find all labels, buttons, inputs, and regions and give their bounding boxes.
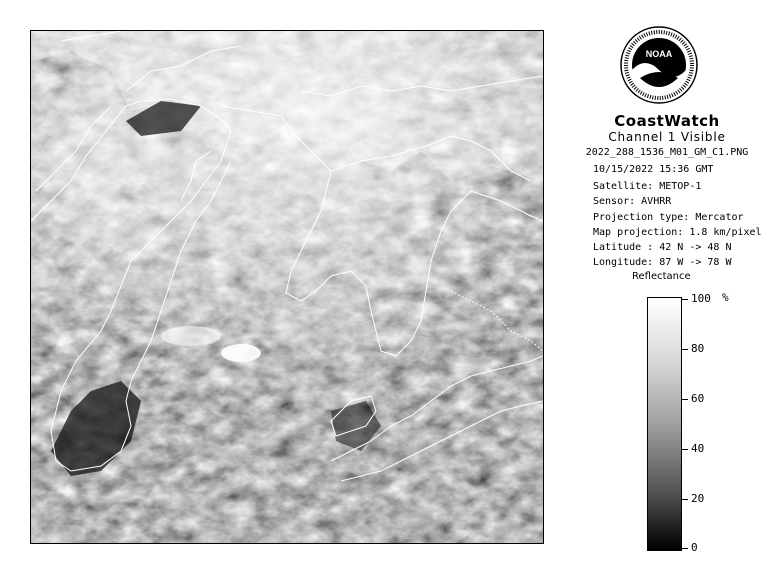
latitude-text: Latitude : 42 N -> 48 N bbox=[593, 242, 732, 253]
colorbar-tick: 60 bbox=[682, 393, 704, 404]
colorbar-tick: 100 bbox=[682, 293, 711, 304]
product-title: CoastWatch bbox=[614, 112, 720, 130]
channel-subtitle: Channel 1 Visible bbox=[608, 130, 726, 144]
colorbar-label: Reflectance bbox=[632, 271, 691, 282]
colorbar-tick: 80 bbox=[682, 343, 704, 354]
image-filename: 2022_288_1536_M01_GM_C1.PNG bbox=[585, 147, 749, 158]
noaa-seal-icon bbox=[620, 26, 698, 104]
cloud-cell bbox=[161, 326, 221, 346]
longitude-text: Longitude: 87 W -> 78 W bbox=[593, 257, 732, 268]
map-projection-text: Map projection: 1.8 km/pixel bbox=[593, 227, 762, 238]
sensor-text: Sensor: AVHRR bbox=[593, 196, 672, 207]
colorbar-unit: % bbox=[722, 291, 729, 304]
bright-cloud-cell bbox=[221, 344, 261, 362]
noaa-logo bbox=[620, 26, 698, 104]
map-image bbox=[31, 31, 543, 543]
reflectance-colorbar bbox=[647, 297, 682, 551]
colorbar-tick: 40 bbox=[682, 443, 704, 454]
colorbar-tick: 20 bbox=[682, 493, 704, 504]
datetime-text: 10/15/2022 15:36 GMT bbox=[593, 164, 714, 175]
logo-text: NOAA bbox=[645, 49, 673, 59]
satellite-text: Satellite: METOP-1 bbox=[593, 181, 702, 192]
projection-type-text: Projection type: Mercator bbox=[593, 212, 744, 223]
colorbar-tick: 0 bbox=[682, 542, 698, 553]
satellite-map[interactable] bbox=[30, 30, 544, 544]
